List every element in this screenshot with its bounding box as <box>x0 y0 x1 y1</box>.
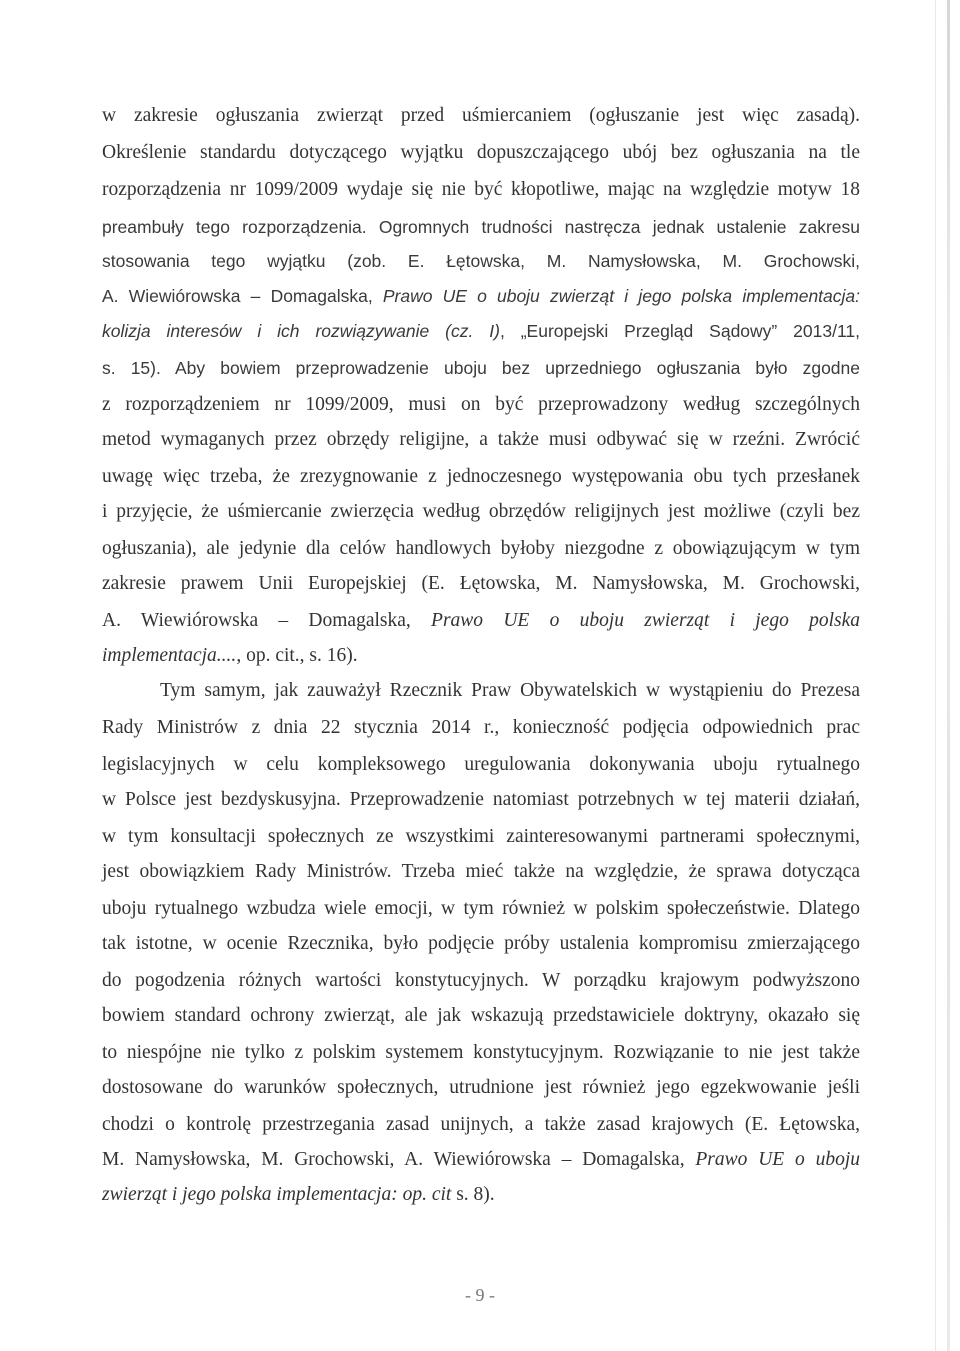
text-line <box>102 854 860 890</box>
text-span: s. 8). <box>451 1184 495 1205</box>
text-span: i przyjęcie, że uśmiercanie zwierzęcia według obrzędów religijnych jest możliwe (czyli bez <box>102 501 860 522</box>
text-line <box>102 531 860 567</box>
text-span: dostosowane do warunków społecznych, utrudnione jest również jego egzekwowanie jeśli <box>102 1077 860 1098</box>
text-line <box>102 278 860 314</box>
text-span: to niespójne nie tylko z polskim systemem konstytucyjnym. Rozwiązanie to nie jest także <box>102 1042 860 1063</box>
text-span: do pogodzenia różnych wartości konstytucyjnych. W porządku krajowym podwyższono <box>102 970 860 991</box>
text-line <box>102 891 860 927</box>
italic-citation-text: Prawo UE o uboju <box>695 1149 860 1170</box>
text-span: , op. cit., s. 16). <box>236 645 358 666</box>
text-span: tak istotne, w ocenie Rzecznika, było podjęcie próby ustalenia kompromisu zmierzającego <box>102 933 860 954</box>
text-span: Rady Ministrów z dnia 22 stycznia 2014 r., konieczność podjęcia odpowiednich prac <box>102 717 860 738</box>
text-span: ogłuszania), ale jedynie dla celów handlowych byłoby niezgodne z obowiązującym w tym <box>102 538 860 559</box>
text-span: , „Europejski Przegląd Sądowy” 2013/11, <box>499 321 860 341</box>
text-line <box>102 1107 860 1143</box>
text-line <box>102 243 860 279</box>
text-span: w zakresie ogłuszania zwierząt przed uśmiercaniem (ogłuszanie jest więc zasadą). <box>102 105 860 126</box>
text-line <box>160 673 860 709</box>
text-span: rozporządzenia nr 1099/2009 wydaje się nie być kłopotliwe, mając na względzie motyw 18 <box>102 179 860 200</box>
text-span: metod wymaganych przez obrzędy religijne, a także musi odbywać się w rzeźni. Zwrócić <box>102 429 860 450</box>
text-span: A. Wiewiórowska – Domagalska, <box>102 286 383 306</box>
text-span: Tym samym, jak zauważył Rzecznik Praw Obywatelskich w wystąpieniu do Prezesa <box>160 680 860 701</box>
text-line <box>102 998 860 1034</box>
text-span: bowiem standard ochrony zwierząt, ale jak wskazują przedstawiciele doktryny, okazało się <box>102 1005 860 1026</box>
text-span: zakresie prawem Unii Europejskiej (E. Łętowska, M. Namysłowska, M. Grochowski, <box>102 573 860 594</box>
text-span: stosowania tego wyjątku (zob. E. Łętowska, M. Namysłowska, M. Grochowski, <box>102 251 860 271</box>
text-line <box>102 135 860 171</box>
text-span: jest obowiązkiem Rady Ministrów. Trzeba mieć także na względzie, że sprawa dotycząca <box>102 861 860 882</box>
text-line <box>102 387 860 423</box>
text-line <box>102 98 860 134</box>
text-line <box>102 494 860 530</box>
text-line <box>102 313 860 349</box>
text-span: M. Namysłowska, M. Grochowski, A. Wiewiórowska – Domagalska, <box>102 1149 696 1170</box>
text-line <box>102 459 860 495</box>
scan-edge-line <box>935 0 936 1351</box>
italic-citation-text: zwierząt i jego polska implementacja: op. cit <box>102 1184 452 1205</box>
text-line <box>102 209 860 245</box>
text-line <box>102 172 860 208</box>
text-line <box>102 747 860 783</box>
text-line <box>102 819 860 855</box>
text-line <box>102 1142 860 1178</box>
text-span: legislacyjnych w celu kompleksowego uregulowania dokonywania uboju rytualnego <box>102 754 860 775</box>
text-span: chodzi o kontrolę przestrzegania zasad unijnych, a także zasad krajowych (E. Łętowska, <box>102 1114 860 1135</box>
scan-edge-shadow <box>947 0 950 1351</box>
text-line <box>102 710 860 746</box>
text-line <box>102 603 860 639</box>
text-line <box>102 350 860 386</box>
text-span: uwagę więc trzeba, że zrezygnowanie z jednoczesnego występowania obu tych przesłanek <box>102 466 860 487</box>
italic-citation-text: implementacja.... <box>102 645 237 666</box>
text-span: preambuły tego rozporządzenia. Ogromnych trudności nastręcza jednak ustalenie zakresu <box>102 217 860 237</box>
text-line <box>102 782 860 818</box>
text-span: Określenie standardu dotyczącego wyjątku dopuszczającego ubój bez ogłuszania na tle <box>102 142 860 163</box>
text-line <box>102 638 860 674</box>
text-span: A. Wiewiórowska – Domagalska, <box>102 610 432 631</box>
page-number: - 9 - <box>465 1285 495 1305</box>
italic-citation-text: kolizja interesów i ich rozwiązywanie (cz. I) <box>102 321 500 341</box>
text-line <box>102 1070 860 1106</box>
italic-citation-text: Prawo UE o uboju zwierząt i jego polska implementacja: <box>382 286 861 306</box>
text-line <box>102 1035 860 1071</box>
text-span: z rozporządzeniem nr 1099/2009, musi on być przeprowadzony według szczególnych <box>102 394 860 415</box>
text-span: w tym konsultacji społecznych ze wszystkimi zainteresowanymi partnerami społecznymi, <box>102 826 860 847</box>
text-line <box>102 1177 860 1213</box>
italic-citation-text: Prawo UE o uboju zwierząt i jego polska <box>431 610 860 631</box>
text-span: s. 15). Aby bowiem przeprowadzenie uboju bez uprzedniego ogłuszania było zgodne <box>102 358 860 378</box>
text-line <box>102 963 860 999</box>
text-line <box>102 566 860 602</box>
text-span: uboju rytualnego wzbudza wiele emocji, w tym również w polskim społeczeństwie. Dlatego <box>102 898 860 919</box>
text-line <box>102 926 860 962</box>
text-span: w Polsce jest bezdyskusyjna. Przeprowadzenie natomiast potrzebnych w tej materii działań, <box>102 789 860 810</box>
text-line <box>102 422 860 458</box>
